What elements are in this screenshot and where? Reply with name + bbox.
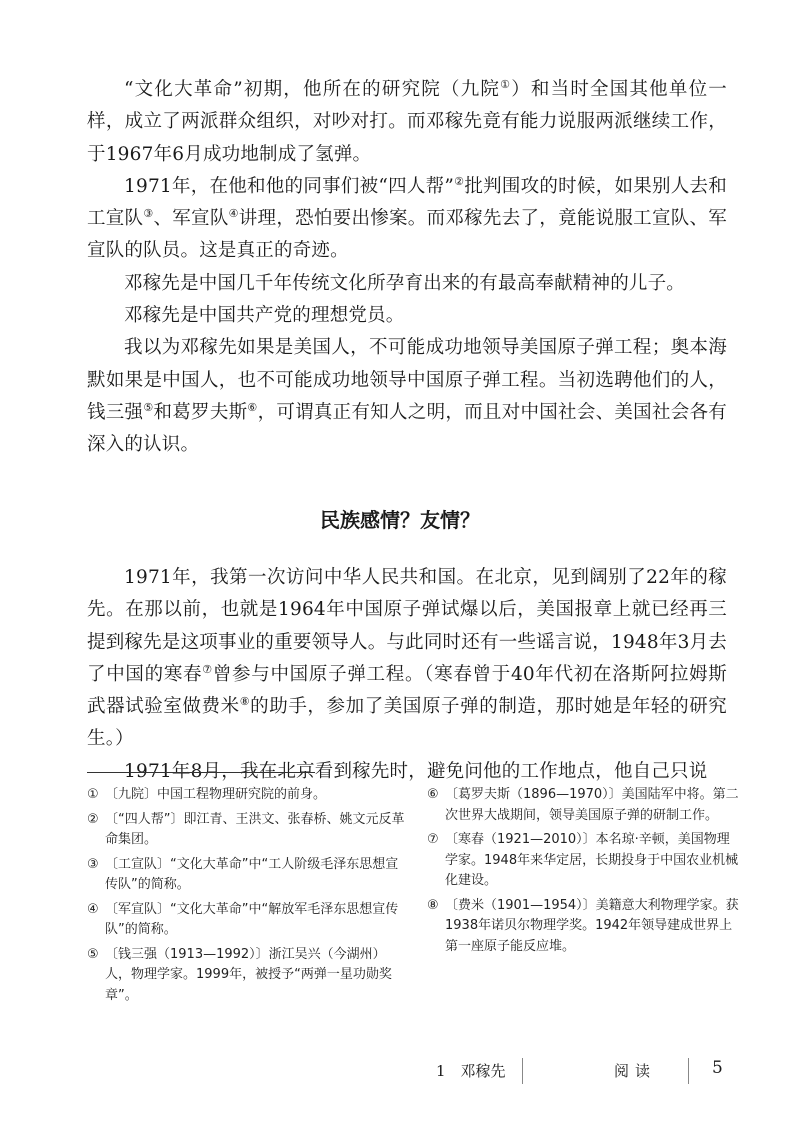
paragraph: 1971年8月，我在北京看到稼先时，避免问他的工作地点，他自己只说 <box>124 760 708 782</box>
footnote: ③ 〔工宣队〕“文化大革命”中“工人阶级毛泽东思想宣传队”的简称。 <box>87 856 399 892</box>
paragraph: 邓稼先是中国共产党的理想党员。 <box>124 305 405 327</box>
paragraph: 邓稼先是中国几千年传统文化所孕育出来的有最高奉献精神的儿子。 <box>124 272 686 294</box>
footnote-ref[interactable]: ⑦ <box>202 662 213 676</box>
section-label: 阅读 <box>614 1062 657 1080</box>
page-number: 5 <box>712 1058 723 1078</box>
footnote: ⑦ 〔寒春（1921—2010）〕本名琼·辛顿，美国物理学家。1948年来华定居，长期投身于中国农业机械化建设。 <box>427 832 739 888</box>
footnote: ④ 〔军宣队〕“文化大革命”中“解放军毛泽东思想宣传队”的简称。 <box>87 901 399 937</box>
section-title: 民族感情？友情？ <box>320 508 480 532</box>
footnote: ① 〔九院〕中国工程物理研究院的前身。 <box>87 787 327 802</box>
footnote-divider <box>87 772 315 773</box>
footnote-ref[interactable]: ③ <box>143 207 154 221</box>
page-footer <box>0 1058 800 1088</box>
footnote-ref[interactable]: ⑧ <box>239 695 251 709</box>
paragraph: “文化大革命”初期，他所在的研究院（九院①）和当时全国其他单位一样，成立了两派群众组织，对吵对打。而邓稼先竟有能力说服两派继续工作，于1967年6月成功地制成了氢弹。 <box>87 77 728 165</box>
footnote: ② 〔“四人帮”〕即江青、王洪文、张春桥、姚文元反革命集团。 <box>87 811 405 847</box>
footnotes-left-column <box>87 785 407 1010</box>
footer-divider <box>688 1058 689 1084</box>
footnote: ⑤ 〔钱三强（1913—1992）〕浙江吴兴（今湖州）人，物理学家。1999年，被授予“两弹一星功勋奖章”。 <box>87 946 392 1003</box>
footnotes-right-column <box>427 785 742 961</box>
footnote-ref[interactable]: ⑥ <box>247 400 258 414</box>
footnote-ref[interactable]: ② <box>454 174 465 188</box>
footnote-ref[interactable]: ④ <box>228 207 239 221</box>
footnote: ⑥ 〔葛罗夫斯（1896—1970）〕美国陆军中将。第二次世界大战期间，领导美国原子弹的研制工作。 <box>427 787 739 823</box>
footnote: ⑧ 〔费米（1901—1954）〕美籍意大利物理学家。获1938年诺贝尔物理学奖。1942年领导建成世界上第一座原子能反应堆。 <box>427 897 739 954</box>
chapter-label: 1 邓稼先 <box>436 1062 506 1080</box>
main-text <box>87 74 727 462</box>
footnote-ref[interactable]: ① <box>500 77 512 91</box>
paragraph: 我以为邓稼先如果是美国人，不可能成功地领导美国原子弹工程；奥本海默如果是中国人，也不可能成功地领导中国原子弹工程。当初选聘他们的人，钱三强⑤和葛罗夫斯⑥，可谓真正有知人之明，而且对中国社会、美国社会各有深入的认识。 <box>87 337 727 456</box>
paragraph: 1971年，在他和他的同事们被“四人帮”②批判围攻的时候，如果别人去和工宣队③、军宣队④讲理，恐怕要出惨案。而邓稼先去了，竟能说服工宣队、军宣队的队员。这是真正的奇迹。 <box>87 174 728 262</box>
footer-divider <box>522 1058 523 1084</box>
footnote-ref[interactable]: ⑤ <box>143 400 154 414</box>
main-text-continued <box>87 562 727 788</box>
paragraph: 1971年，我第一次访问中华人民共和国。在北京，见到阔别了22年的稼先。在那以前，也就是1964年中国原子弹试爆以后，美国报章上就已经再三提到稼先是这项事业的重要领导人。与此同时还有一些谣言说，1948年3月去了中国的寒春⑦曾参与中国原子弹工程。（寒春曾于40年代初在洛斯阿拉姆斯武器试验室做费米⑧的助手，参加了美国原子弹的制造，那时她是年轻的研究生。） <box>87 567 727 750</box>
